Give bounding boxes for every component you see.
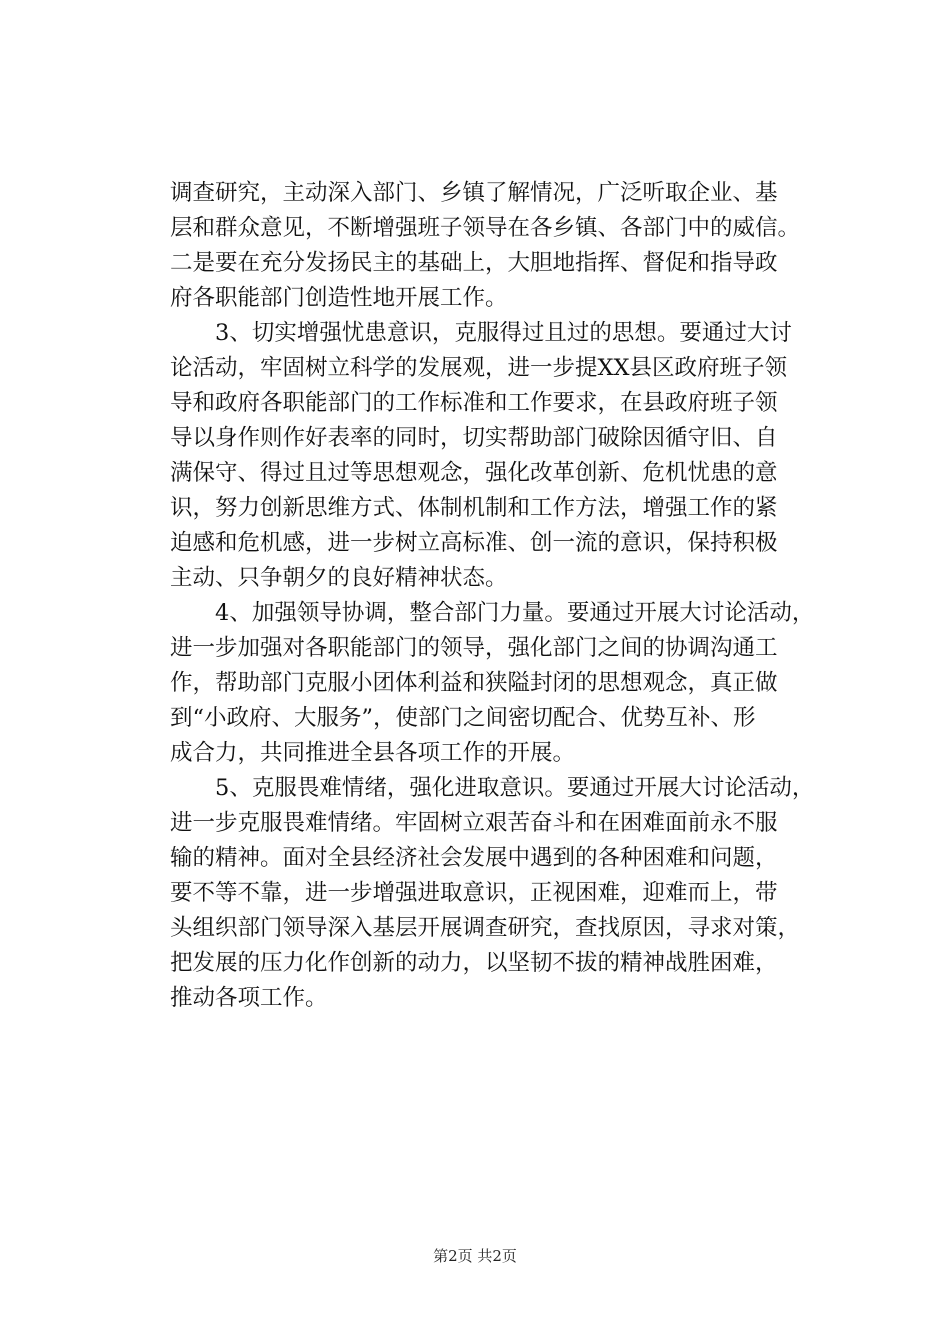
paragraph-2 (170, 316, 794, 596)
text-line: 识，努力创新思维方式、体制机制和工作方法，增强工作的紧 (170, 495, 778, 521)
text-line: 府各职能部门创造性地开展工作。 (170, 285, 508, 311)
text-line: 头组织部门领导深入基层开展调查研究，查找原因，寻求对策， (170, 915, 801, 941)
text-line: 导以身作则作好表率的同时，切实帮助部门破除因循守旧、自 (170, 425, 778, 451)
text-line: 3、切实增强忧患意识，克服得过且过的思想。要通过大讨 (215, 320, 792, 346)
text-line: 二是要在充分发扬民主的基础上，大胆地指挥、督促和指导政 (170, 250, 778, 276)
text-line: 到“小政府、大服务”，使部门之间密切配合、优势互补、形 (170, 705, 756, 731)
text-line: 把发展的压力化作创新的动力，以坚韧不拔的精神战胜困难， (170, 950, 778, 976)
text-line: 要不等不靠，进一步增强进取意识，正视困难，迎难而上，带 (170, 880, 778, 906)
text-line: 输的精神。面对全县经济社会发展中遇到的各种困难和问题， (170, 845, 778, 871)
text-line: 层和群众意见，不断增强班子领导在各乡镇、各部门中的威信。 (170, 215, 801, 241)
text-line: 5、克服畏难情绪，强化进取意识。要通过开展大讨论活动， (215, 775, 815, 801)
text-line: 进一步加强对各职能部门的领导，强化部门之间的协调沟通工 (170, 635, 778, 661)
text-line: 进一步克服畏难情绪。牢固树立艰苦奋斗和在困难面前永不服 (170, 810, 778, 836)
text-line: 论活动，牢固树立科学的发展观，进一步提XX县区政府班子领 (170, 355, 788, 381)
text-line: 迫感和危机感，进一步树立高标准、创一流的意识，保持积极 (170, 530, 778, 556)
paragraph-1 (170, 176, 801, 316)
text-line: 导和政府各职能部门的工作标准和工作要求，在县政府班子领 (170, 390, 778, 416)
text-line: 调查研究，主动深入部门、乡镇了解情况，广泛听取企业、基 (170, 180, 778, 206)
document-body (170, 176, 815, 1016)
paragraph-4 (170, 771, 815, 1016)
text-line: 4、加强领导协调，整合部门力量。要通过开展大讨论活动， (215, 600, 815, 626)
text-line: 主动、只争朝夕的良好精神状态。 (170, 565, 508, 591)
text-line: 作，帮助部门克服小团体利益和狭隘封闭的思想观念，真正做 (170, 670, 778, 696)
text-line: 成合力，共同推进全县各项工作的开展。 (170, 740, 576, 766)
text-line: 推动各项工作。 (170, 985, 328, 1011)
page-number-footer: 第2页 共2页 (433, 1247, 517, 1265)
text-line: 满保守、得过且过等思想观念，强化改革创新、危机忧患的意 (170, 460, 778, 486)
paragraph-3 (170, 596, 815, 771)
